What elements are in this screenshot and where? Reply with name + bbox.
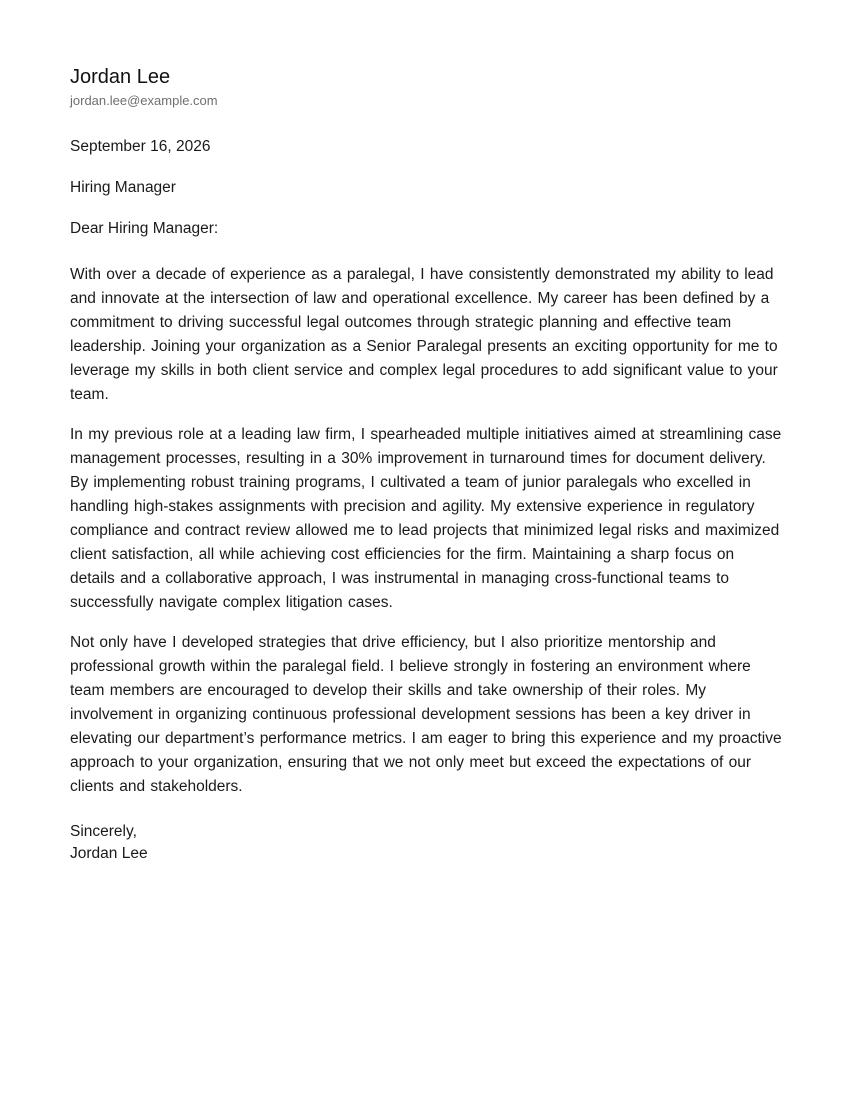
- sender-email: jordan.lee@example.com: [70, 93, 218, 108]
- salutation: Dear Hiring Manager:: [70, 220, 219, 237]
- cover-letter: [70, 64, 782, 865]
- letter-date: September 16, 2026: [70, 138, 211, 155]
- closing: Sincerely,: [70, 823, 137, 840]
- letter-header: [70, 64, 782, 110]
- body-paragraph-2: In my previous role at a leading law firm, I spearheaded multiple initiatives aimed at streamlining case management processes, resulting in a 30% improvement in turnaround times for document delivery. By implementing robust training programs, I cultivated a team of junior paralegals who excelled in handling high-stakes assignments with precision and agility. My extensive experience in regulatory compliance and contract review allowed me to lead projects that minimized legal risks and maximized client satisfaction, all while achieving cost efficiencies for the firm. Maintaining a sharp focus on details and a collaborative approach, I was instrumental in managing cross-functional teams to successfully navigate complex litigation cases.: [70, 426, 782, 611]
- body-paragraph-3: Not only have I developed strategies that drive efficiency, but I also prioritize mentorship and professional growth within the paralegal field. I believe strongly in fostering an environment where team members are encouraged to develop their skills and take ownership of their roles. My involvement in organizing continuous professional development sessions has been a key driver in elevating our department’s performance metrics. I am eager to bring this experience and my proactive approach to your organization, ensuring that we not only meet but exceed the expectations of our clients and stakeholders.: [70, 634, 782, 795]
- recipient: Hiring Manager: [70, 179, 176, 196]
- sender-name: Jordan Lee: [70, 66, 171, 88]
- body-paragraph-1: With over a decade of experience as a paralegal, I have consistently demonstrated my ability to lead and innovate at the intersection of law and operational excellence. My career has been defined by a commitment to driving successful legal outcomes through strategic planning and effective team leadership. Joining your organization as a Senior Paralegal presents an exciting opportunity for me to leverage my skills in both client service and complex legal procedures to add significant value to your team.: [70, 266, 778, 403]
- signature-name: Jordan Lee: [70, 845, 148, 862]
